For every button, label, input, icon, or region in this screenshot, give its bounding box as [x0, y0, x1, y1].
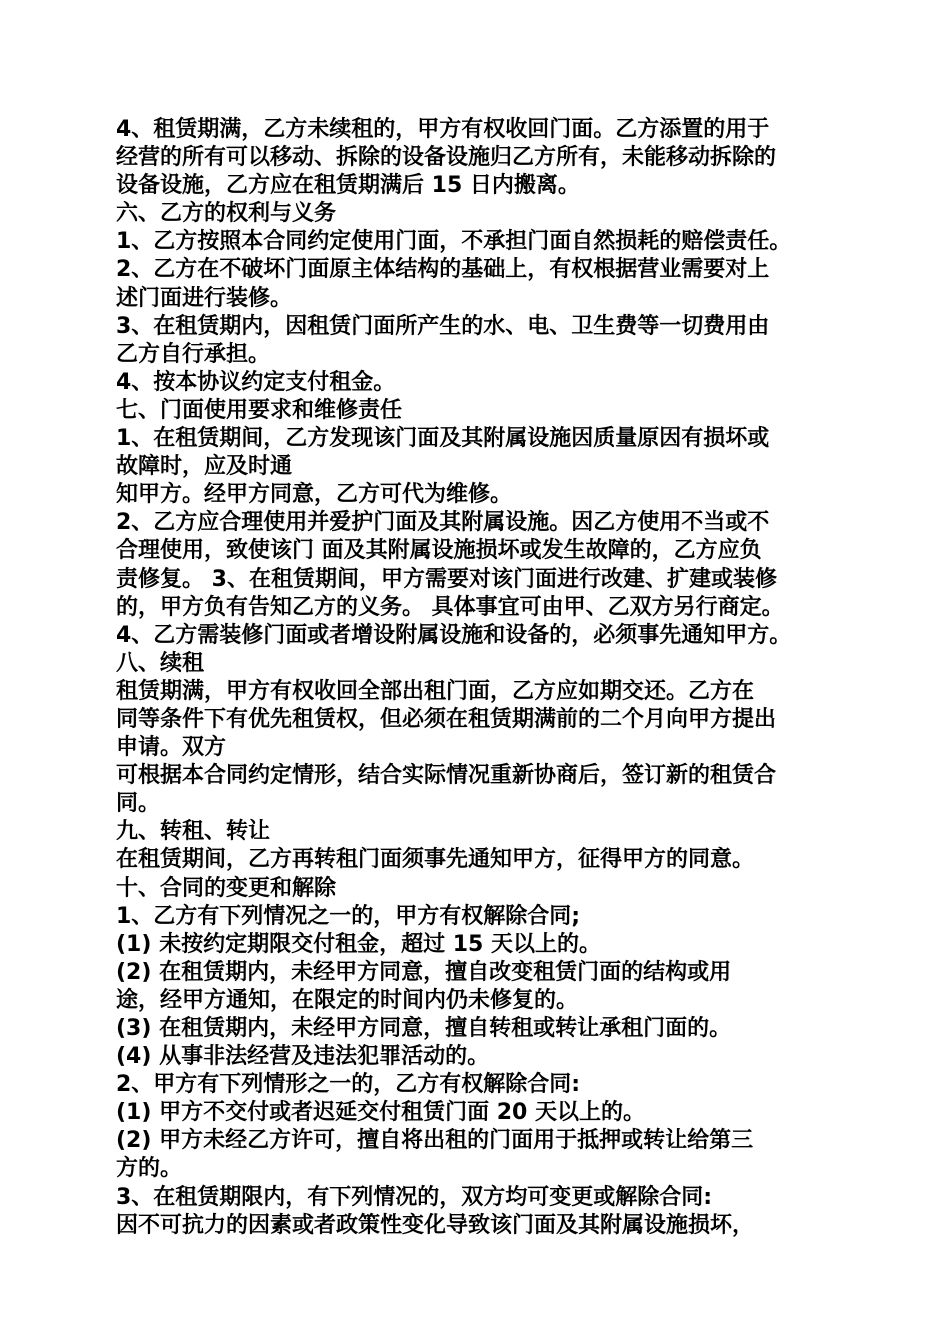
text-line: 责修复。 3、在租赁期间，甲方需要对该门面进行改建、扩建或装修 [116, 566, 777, 592]
text-line: 4、按本协议约定支付租金。 [116, 369, 396, 395]
text-line: (2) 在租赁期内，未经甲方同意，擅自改变租赁门面的结构或用 [116, 959, 732, 985]
text-line: 在租赁期间，乙方再转租门面须事先通知甲方，征得甲方的同意。 [116, 847, 755, 873]
text-line: 设备设施，乙方应在租赁期满后 15 日内搬离。 [116, 173, 580, 199]
contract-text-block [116, 116, 842, 1240]
text-line: 3、在租赁期内，因租赁门面所产生的水、电、卫生费等一切费用由 [116, 313, 770, 339]
text-line: 方的。 [116, 1156, 183, 1182]
text-line: 申请。双方 [116, 735, 227, 761]
section-heading: 十、合同的变更和解除 [116, 875, 337, 901]
text-line: 2、乙方应合理使用并爱护门面及其附属设施。因乙方使用不当或不 [116, 510, 770, 536]
text-line: 途，经甲方通知，在限定的时间内仍未修复的。 [116, 987, 579, 1013]
section-heading: 七、门面使用要求和维修责任 [116, 397, 403, 423]
text-line: 述门面进行装修。 [116, 285, 293, 311]
text-line: (1) 甲方不交付或者迟延交付租赁门面 20 天以上的。 [116, 1100, 646, 1126]
text-line: 3、在租赁期限内，有下列情况的，双方均可变更或解除合同: [116, 1184, 713, 1210]
text-line: (2) 甲方未经乙方许可，擅自将出租的门面用于抵押或转让给第三 [116, 1128, 754, 1154]
text-line: 故障时，应及时通 [116, 454, 293, 480]
text-line: 2、甲方有下列情形之一的，乙方有权解除合同: [116, 1072, 581, 1098]
text-line: 1、乙方按照本合同约定使用门面，不承担门面自然损耗的赔偿责任。 [116, 229, 792, 255]
text-line: 因不可抗力的因素或者政策性变化导致该门面及其附属设施损坏， [116, 1212, 755, 1238]
text-line: 同。 [116, 791, 161, 817]
text-line: 4、乙方需装修门面或者增设附属设施和设备的，必须事先通知甲方。 [116, 622, 792, 648]
section-heading: 八、续租 [116, 650, 205, 676]
text-line: 2、乙方在不破坏门面原主体结构的基础上，有权根据营业需要对上 [116, 257, 770, 283]
section-heading: 六、乙方的权利与义务 [116, 201, 337, 227]
text-line: 乙方自行承担。 [116, 341, 271, 367]
text-line: (1) 未按约定期限交付租金，超过 15 天以上的。 [116, 931, 602, 957]
text-line: 知甲方。经甲方同意，乙方可代为维修。 [116, 482, 513, 508]
text-line: 租赁期满，甲方有权收回全部出租门面，乙方应如期交还。乙方在 [116, 678, 755, 704]
text-line: (3) 在租赁期内，未经甲方同意，擅自转租或转让承租门面的。 [116, 1016, 732, 1041]
text-line: 4、租赁期满，乙方未续租的，甲方有权收回门面。乙方添置的用于 [116, 117, 770, 142]
text-line: 的，甲方负有告知乙方的义务。 具体事宜可由甲、乙双方另行商定。 [116, 594, 784, 620]
text-line: 同等条件下有优先租赁权，但必须在租赁期满前的二个月向甲方提出 [116, 706, 777, 732]
text-line: 可根据本合同约定情形，结合实际情况重新协商后，签订新的租赁合 [116, 763, 777, 789]
text-line: 合理使用，致使该门 面及其附属设施损坏或发生故障的，乙方应负 [116, 538, 762, 564]
text-line: 1、在租赁期间，乙方发现该门面及其附属设施因质量原因有损坏或 [116, 426, 770, 452]
section-heading: 九、转租、转让 [116, 819, 271, 845]
text-line: (4) 从事非法经营及违法犯罪活动的。 [116, 1044, 490, 1070]
text-line: 1、乙方有下列情况之一的，甲方有权解除合同; [116, 903, 581, 929]
text-line: 经营的所有可以移动、拆除的设备设施归乙方所有，未能移动拆除的 [116, 145, 777, 171]
